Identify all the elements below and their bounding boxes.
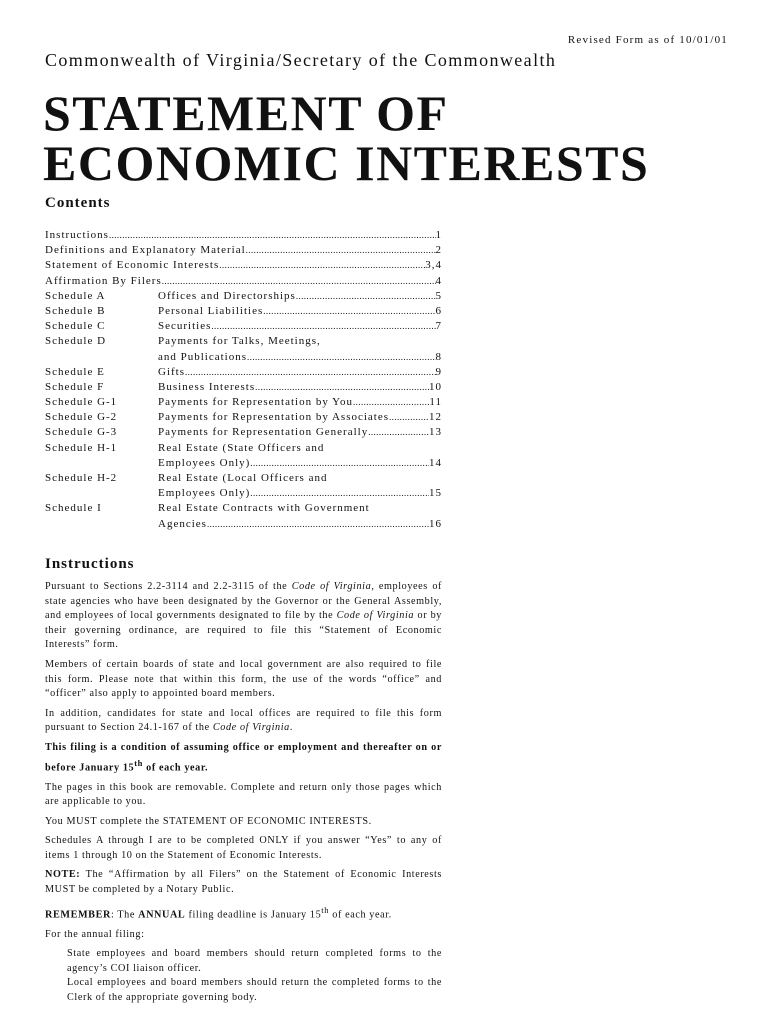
- toc-entry: [45, 365, 442, 380]
- toc-entry-code: Schedule H-1: [45, 441, 118, 454]
- toc-entry: [45, 456, 442, 471]
- toc-entry-label: Payments for Representation Generally: [158, 426, 369, 439]
- toc-entry-code: Schedule G-2: [45, 411, 118, 424]
- toc-entry-page: 14: [429, 456, 442, 469]
- toc-entry-label: and Publications: [158, 350, 248, 363]
- toc-entry-page: 4: [435, 274, 442, 287]
- toc-entry-label: Payments for Talks, Meetings,: [158, 335, 321, 348]
- toc-entry: [45, 258, 442, 273]
- toc-entry-label: Business Interests: [158, 380, 256, 393]
- toc-entry: [45, 243, 442, 258]
- toc-entry-label: Payments for Representation by Associates: [158, 411, 390, 424]
- toc-entry-label: Affirmation By Filers: [45, 274, 162, 287]
- toc-leader-dots: [250, 456, 429, 471]
- toc-entry-page: 13: [429, 426, 442, 439]
- toc-entry: [45, 441, 442, 456]
- toc-entry-label: Definitions and Explanatory Material: [45, 244, 246, 257]
- toc-leader-dots: [263, 304, 435, 319]
- toc-entry: [45, 410, 442, 425]
- toc-entry: [45, 395, 442, 410]
- toc-entry-code: [45, 517, 158, 532]
- toc-entry-page: 7: [435, 320, 442, 333]
- toc-leader-dots: [296, 289, 436, 304]
- toc-entry-code: Schedule E: [45, 365, 105, 378]
- toc-entry: [45, 517, 442, 532]
- toc-entry: [45, 380, 442, 395]
- instructions-paragraph-11: State employees and board members should return completed forms to the agency’s COI liaison officer.: [67, 948, 442, 974]
- toc-entry-label: Instructions: [45, 229, 109, 241]
- toc-entry-code: Schedule G-3: [45, 426, 118, 439]
- toc-entry: [45, 289, 442, 304]
- toc-entry: [45, 486, 442, 501]
- instructions-paragraph-12: Local employees and board members should return the completed forms to the Clerk of the appropriate governing body.: [67, 977, 442, 1004]
- instructions-paragraph-10: For the annual filing:: [45, 928, 145, 940]
- toc-entry-page: 9: [435, 365, 442, 378]
- toc-entry-page: 5: [435, 289, 442, 302]
- instructions-paragraph-9: REMEMBER: The ANNUAL filing deadline is January 15th of each year.: [45, 904, 392, 921]
- toc-entry-code: Schedule C: [45, 320, 106, 333]
- toc-entry-label: Employees Only): [158, 456, 251, 469]
- instructions-paragraph-5: The pages in this book are removable. Complete and return only those pages which are applicable to you.: [45, 781, 442, 808]
- toc-leader-dots: [250, 486, 429, 501]
- instructions-paragraph-2: Members of certain boards of state and local government are also required to file this form. Please note that within this form, the use of the words “office” and “officer” also apply to appointed board members.: [45, 658, 442, 700]
- toc-entry-label: Statement of Economic Interests: [45, 259, 220, 272]
- toc-entry-page: 6: [435, 304, 442, 317]
- toc-entry-page: 8: [435, 350, 442, 363]
- revision-note: Revised Form as of 10/01/01: [567, 34, 728, 46]
- toc-entry-label: Employees Only): [158, 487, 251, 500]
- instructions-body: [45, 580, 442, 1006]
- toc-entry-label: Real Estate (State Officers and: [158, 441, 325, 454]
- toc-entry-code: Schedule B: [45, 304, 106, 317]
- title-line-1: STATEMENT OF: [43, 85, 449, 141]
- toc-entry-page: 16: [429, 517, 442, 530]
- toc-entry-page: 15: [429, 487, 442, 500]
- toc-leader-dots: [368, 425, 429, 440]
- toc-leader-dots: [211, 319, 435, 334]
- toc-leader-dots: [255, 380, 429, 395]
- toc-entry: [45, 425, 442, 440]
- toc-entry-code: [45, 486, 158, 501]
- toc-entry-label: Gifts: [158, 365, 185, 378]
- toc-entry-label: Personal Liabilities: [158, 304, 264, 317]
- toc-leader-dots: [162, 274, 436, 289]
- instructions-paragraph-1: Pursuant to Sections 2.2-3114 and 2.2-3115 of the Code of Virginia, employees of state agencies who have been designated by the Governor or the General Assembly, and employees of local governments designated to file by the Code of Virginia or by their governing ordinance, are required to file this “Statement of Economic Interests” form.: [45, 581, 443, 651]
- organization-title: Commonwealth of Virginia/Secretary of the Commonwealth: [45, 50, 557, 70]
- toc-entry-page: 10: [429, 380, 442, 393]
- toc-entry-code: Schedule H-2: [45, 472, 118, 484]
- toc-entry: [45, 228, 442, 243]
- toc-entry: [45, 501, 442, 516]
- instructions-paragraph-6: You MUST complete the STATEMENT OF ECONOMIC INTERESTS.: [45, 815, 372, 827]
- toc-entry: [45, 334, 442, 349]
- instructions-paragraph-8: NOTE: The “Affirmation by all Filers” on the Statement of Economic Interests MUST be completed by a Notary Public.: [45, 869, 442, 896]
- instructions-paragraph-3: In addition, candidates for state and local offices are required to file this form pursuant to Section 24.1-167 of the Code of Virginia.: [45, 707, 442, 734]
- table-of-contents: [45, 228, 442, 532]
- toc-leader-dots: [353, 395, 429, 410]
- instructions-paragraph-4: This filing is a condition of assuming office or employment and thereafter on or before January 15th of each year.: [45, 741, 442, 773]
- contents-heading: Contents: [45, 195, 111, 211]
- toc-entry: [45, 274, 442, 289]
- toc-entry: [45, 471, 442, 486]
- toc-entry-label: Real Estate (Local Officers and: [158, 472, 328, 484]
- document-title: [43, 85, 650, 191]
- toc-entry-page: 1: [435, 229, 442, 241]
- toc-leader-dots: [389, 410, 429, 425]
- toc-leader-dots: [185, 365, 436, 380]
- toc-entry-label: Real Estate Contracts with Government: [158, 502, 370, 515]
- toc-entry-page: 2: [435, 244, 442, 257]
- toc-entry-code: Schedule F: [45, 380, 105, 393]
- toc-entry-page: 11: [429, 396, 442, 409]
- toc-entry-label: Securities: [158, 320, 212, 333]
- toc-entry: [45, 350, 442, 365]
- toc-entry-code: Schedule D: [45, 335, 107, 348]
- toc-leader-dots: [109, 228, 436, 243]
- toc-entry-code: Schedule G-1: [45, 396, 118, 409]
- toc-entry-label: Agencies: [158, 517, 207, 530]
- toc-entry-code: [45, 456, 158, 471]
- toc-entry-code: Schedule I: [45, 502, 102, 515]
- toc-leader-dots: [219, 258, 425, 273]
- title-line-2: ECONOMIC INTERESTS: [43, 135, 650, 191]
- toc-entry-page: 3,4: [425, 259, 442, 272]
- toc-leader-dots: [207, 517, 429, 532]
- toc-entry-code: Schedule A: [45, 289, 106, 302]
- instructions-paragraph-7: Schedules A through I are to be completed ONLY if you answer “Yes” to any of items 1 through 10 on the Statement of Economic Interests.: [45, 835, 442, 861]
- toc-leader-dots: [246, 243, 436, 258]
- instructions-heading: Instructions: [45, 556, 135, 572]
- toc-leader-dots: [247, 350, 435, 365]
- toc-entry: [45, 304, 442, 319]
- toc-entry-label: Offices and Directorships: [158, 289, 296, 302]
- toc-entry-page: 12: [429, 411, 442, 424]
- toc-entry: [45, 319, 442, 334]
- toc-entry-code: [45, 350, 158, 365]
- toc-entry-label: Payments for Representation by You: [158, 396, 354, 409]
